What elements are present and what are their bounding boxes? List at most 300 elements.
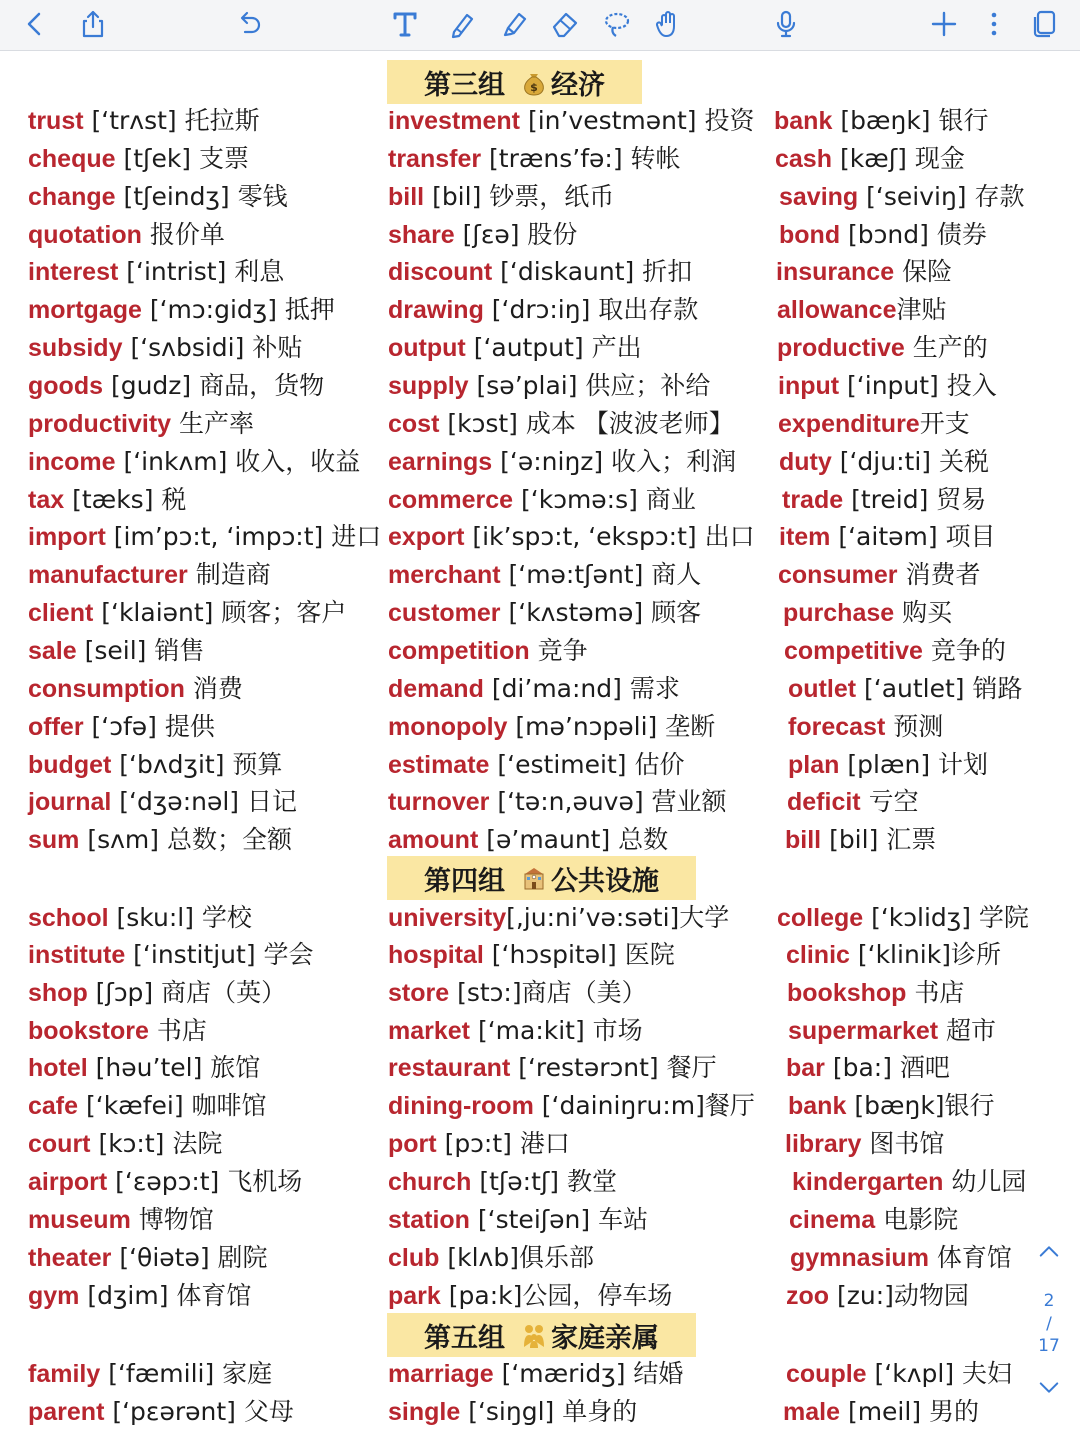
vocab-entry: [775, 141, 965, 177]
definition: [‘siŋgl] 单身的: [468, 1397, 638, 1426]
group-header-family: [387, 1313, 696, 1357]
mic-icon[interactable]: [769, 7, 803, 41]
definition: [‘klaiənt] 顾客；客户: [101, 598, 347, 627]
chevron-down-icon: [1038, 1380, 1060, 1396]
definition: [‘aitəm] 项目: [838, 522, 996, 551]
vocab-entry: [788, 1088, 995, 1124]
vocab-entry: [28, 1394, 294, 1430]
definition: [‘kɔlidʒ] 学院: [871, 903, 1029, 932]
definition: 生产的: [912, 333, 988, 362]
text-tool-icon[interactable]: [388, 7, 422, 41]
definition: [‘trʌst] 托拉斯: [91, 106, 260, 135]
vocab-entry: [782, 482, 986, 518]
vocab-entry: [388, 179, 614, 215]
eraser-icon[interactable]: [548, 7, 582, 41]
pen-icon[interactable]: [445, 7, 479, 41]
english-word: outlet: [788, 675, 857, 703]
top-toolbar: [0, 0, 1080, 51]
vocab-entry: [388, 141, 681, 177]
vocab-entry: [789, 1202, 958, 1238]
english-word: bookstore: [28, 1017, 149, 1045]
vocab-entry: [388, 1088, 755, 1124]
vocab-entry: [788, 1013, 996, 1049]
english-word: single: [388, 1398, 461, 1426]
vocab-entry: [788, 671, 1023, 707]
definition: [‘kɔmə:s] 商业: [521, 485, 696, 514]
document-page[interactable]: [1, 51, 1079, 1440]
english-word: income: [28, 448, 116, 476]
vocab-entry: [388, 482, 696, 518]
definition: [‘ə:niŋz] 收入；利润: [500, 447, 737, 476]
group-label: 第五组: [424, 1322, 505, 1354]
definition: [‘mæridʒ] 结婚: [501, 1359, 684, 1388]
vocab-entry: [388, 406, 734, 442]
definition: [‘input] 投入: [847, 371, 997, 400]
english-word: bond: [779, 221, 841, 249]
group-name: 公共设施: [551, 865, 659, 897]
english-word: earnings: [388, 448, 493, 476]
english-word: duty: [779, 448, 832, 476]
english-word: output: [388, 334, 466, 362]
definition: [bɔnd] 债券: [848, 220, 987, 249]
vocab-entry: [388, 1394, 637, 1430]
english-word: library: [785, 1130, 862, 1158]
english-word: turnover: [388, 788, 490, 816]
vocab-entry: [28, 330, 302, 366]
definition: [ba:] 酒吧: [832, 1053, 950, 1082]
definition: [tʃek] 支票: [123, 144, 249, 173]
definition: [‘dʒə:nəl] 日记: [119, 787, 297, 816]
english-word: productivity: [28, 410, 172, 438]
english-word: shop: [28, 979, 88, 1007]
vocab-entry: [28, 671, 243, 707]
vocab-entry: [777, 900, 1029, 936]
english-word: club: [388, 1244, 440, 1272]
definition: [‘autlet] 销路: [864, 674, 1023, 703]
definition: [‘kʌstəmə] 顾客: [508, 598, 702, 627]
vocab-entry: [783, 595, 952, 631]
definition: [bil] 汇票: [829, 825, 937, 854]
group-header-public-facilities: [387, 856, 696, 900]
vocab-entry: [777, 292, 947, 328]
english-word: sale: [28, 637, 77, 665]
english-word: bar: [786, 1054, 825, 1082]
definition: 消费: [192, 674, 243, 703]
definition: [ə’maunt] 总数: [486, 825, 669, 854]
definition: 超市: [946, 1016, 997, 1045]
vocab-entry: [774, 103, 989, 139]
vocab-entry: [792, 1164, 1026, 1200]
english-word: consumer: [778, 561, 898, 589]
definition: 预测: [893, 712, 944, 741]
english-word: male: [783, 1398, 840, 1426]
vocab-entry: [784, 633, 1006, 669]
definition: 保险: [902, 257, 953, 286]
vocab-entry: [28, 444, 360, 480]
vocab-entry: [28, 1356, 272, 1392]
english-word: consumption: [28, 675, 185, 703]
english-word: supermarket: [788, 1017, 939, 1045]
vocab-entry: [28, 1050, 260, 1086]
english-word: discount: [388, 258, 493, 286]
english-word: bookshop: [787, 979, 907, 1007]
vocab-entry: [388, 1126, 570, 1162]
vocab-entry: [28, 709, 215, 745]
vocab-entry: [788, 709, 943, 745]
english-word: share: [388, 221, 455, 249]
vocab-entry: [388, 217, 577, 253]
english-word: manufacturer: [28, 561, 188, 589]
vocab-entry: [388, 557, 701, 593]
group-label: 第四组: [424, 865, 505, 897]
definition: 竞争的: [930, 636, 1006, 665]
vocab-entry: [788, 747, 988, 783]
definition: [sə’plai] 供应；补给: [476, 371, 711, 400]
english-word: college: [777, 904, 864, 932]
vocab-entry: [28, 633, 204, 669]
vocab-entry: [388, 595, 701, 631]
vocab-entry: [388, 1278, 672, 1314]
english-word: investment: [388, 107, 520, 135]
hand-icon[interactable]: [651, 7, 685, 41]
definition: [kɔ:t] 法院: [98, 1129, 223, 1158]
definition: [meil] 男的: [847, 1397, 980, 1426]
english-word: quotation: [28, 221, 142, 249]
vocab-entry: [388, 368, 710, 404]
english-word: export: [388, 523, 465, 551]
english-word: family: [28, 1360, 101, 1388]
definition: [‘institjut] 学会: [133, 940, 314, 969]
english-word: saving: [779, 183, 859, 211]
vocab-entry: [388, 900, 729, 936]
vocab-entry: [388, 330, 642, 366]
vocab-entry: [388, 784, 727, 820]
english-word: institute: [28, 941, 126, 969]
vocab-entry: [28, 519, 381, 555]
vocab-entry: [388, 633, 588, 669]
definition: [stɔ:]商店（美）: [457, 978, 647, 1007]
definition: [kæʃ] 现金: [839, 144, 965, 173]
english-word: competition: [388, 637, 530, 665]
definition: 幼儿园: [951, 1167, 1027, 1196]
english-word: hospital: [388, 941, 484, 969]
vocab-entry: [776, 254, 952, 290]
definition: [kɔst] 成本 【波波老师】: [447, 409, 734, 438]
vocab-entry: [388, 822, 668, 858]
definition: [mə’nɔpəli] 垄断: [515, 712, 716, 741]
english-word: import: [28, 523, 106, 551]
english-word: cinema: [789, 1206, 876, 1234]
english-word: drawing: [388, 296, 484, 324]
vocab-entry: [388, 1050, 717, 1086]
vocab-entry: [388, 444, 736, 480]
vocab-entry: [28, 217, 225, 253]
english-word: monopoly: [388, 713, 508, 741]
definition: [‘diskaunt] 折扣: [500, 257, 693, 286]
definition: 书店: [914, 978, 965, 1007]
vocab-entry: [28, 595, 346, 631]
definition: 报价单: [149, 220, 225, 249]
english-word: kindergarten: [792, 1168, 944, 1196]
vocab-entry: [388, 1240, 594, 1276]
definition: 亏空: [868, 787, 919, 816]
english-word: church: [388, 1168, 472, 1196]
definition: 津贴: [896, 295, 947, 324]
chevron-left-icon[interactable]: [18, 7, 52, 41]
english-word: journal: [28, 788, 112, 816]
english-word: expenditure: [778, 410, 920, 438]
english-word: forecast: [788, 713, 886, 741]
vocab-entry: [28, 975, 286, 1011]
vocab-entry: [388, 1356, 683, 1392]
vocab-entry: [28, 937, 314, 973]
vocab-entry: [28, 1240, 268, 1276]
vocab-entry: [790, 1240, 1012, 1276]
definition: [‘dju:ti] 关税: [839, 447, 989, 476]
definition: [dʒim] 体育馆: [87, 1281, 252, 1310]
english-word: competitive: [784, 637, 923, 665]
english-word: insurance: [776, 258, 895, 286]
definition: 电影院: [883, 1205, 959, 1234]
lasso-icon[interactable]: [600, 7, 634, 41]
definition: [plæn] 计划: [847, 750, 989, 779]
vocab-entry: [388, 1013, 643, 1049]
english-word: allowance: [777, 296, 897, 324]
english-word: cafe: [28, 1092, 79, 1120]
vocab-entry: [28, 1164, 302, 1200]
definition: 书店: [156, 1016, 207, 1045]
current-page-number: 2: [1043, 1291, 1055, 1311]
english-word: school: [28, 904, 109, 932]
definition: [‘seiviŋ] 存款: [866, 182, 1025, 211]
vocab-entry: [787, 975, 964, 1011]
english-word: gymnasium: [790, 1244, 929, 1272]
english-word: tax: [28, 486, 65, 514]
definition: 体育馆: [936, 1243, 1012, 1272]
definition: [in’vestmənt] 投资: [527, 106, 755, 135]
english-word: market: [388, 1017, 470, 1045]
page-up-button[interactable]: [1029, 1243, 1069, 1263]
english-word: productive: [777, 334, 905, 362]
page-down-button[interactable]: [1029, 1380, 1069, 1400]
vocab-entry: [388, 103, 755, 139]
definition: [‘ɔfə] 提供: [91, 712, 215, 741]
english-word: port: [388, 1130, 437, 1158]
vocab-entry: [779, 179, 1025, 215]
definition: 图书馆: [869, 1129, 945, 1158]
definition: [bil] 钞票，纸币: [432, 182, 615, 211]
english-word: client: [28, 599, 94, 627]
vocab-entry: [785, 1126, 944, 1162]
vocab-entry: [28, 103, 260, 139]
page-separator: /: [1046, 1314, 1052, 1334]
vocab-entry: [786, 1050, 950, 1086]
more-icon[interactable]: [977, 7, 1011, 41]
vocab-entry: [388, 709, 715, 745]
definition: [‘ma:kit] 市场: [477, 1016, 643, 1045]
definition: [tʃeindʒ] 零钱: [123, 182, 288, 211]
definition: [‘sʌbsidi] 补贴: [130, 333, 303, 362]
vocab-entry: [388, 975, 647, 1011]
definition: [zu:]动物园: [837, 1281, 969, 1310]
definition: [træns’fə:] 转帐: [489, 144, 681, 173]
vocab-entry: [388, 1164, 617, 1200]
english-word: dining-room: [388, 1092, 534, 1120]
english-word: amount: [388, 826, 479, 854]
english-word: store: [388, 979, 450, 1007]
definition: [sku:l] 学校: [116, 903, 252, 932]
vocab-entry: [28, 900, 252, 936]
vocab-entry: [28, 406, 254, 442]
english-word: supply: [388, 372, 469, 400]
definition: 竞争: [537, 636, 588, 665]
vocab-entry: [779, 217, 987, 253]
english-word: plan: [788, 751, 840, 779]
english-word: park: [388, 1282, 441, 1310]
english-word: bank: [774, 107, 833, 135]
english-word: commerce: [388, 486, 514, 514]
vocab-entry: [28, 1013, 207, 1049]
undo-icon[interactable]: [232, 7, 266, 41]
pages-icon[interactable]: [1027, 7, 1061, 41]
vocab-entry: [388, 519, 755, 555]
definition: [‘mə:tʃənt] 商人: [508, 560, 702, 589]
english-word: budget: [28, 751, 112, 779]
english-word: subsidy: [28, 334, 123, 362]
highlighter-icon[interactable]: [497, 7, 531, 41]
definition: [gudz] 商品，货物: [110, 371, 325, 400]
english-word: merchant: [388, 561, 501, 589]
vocab-entry: [28, 557, 271, 593]
english-word: airport: [28, 1168, 108, 1196]
vocab-entry: [388, 292, 698, 328]
definition: [‘estimeit] 估价: [497, 750, 685, 779]
vocab-entry: [778, 368, 997, 404]
english-word: university: [388, 904, 507, 932]
definition: 开支: [919, 409, 970, 438]
vocab-entry: [785, 822, 936, 858]
definition: [‘dainiŋru:m]餐厅: [541, 1091, 755, 1120]
english-word: change: [28, 183, 116, 211]
definition: [klʌb]俱乐部: [447, 1243, 594, 1272]
total-page-count: 17: [1038, 1336, 1060, 1356]
vocab-entry: [28, 1126, 222, 1162]
vocab-entry: [388, 671, 680, 707]
definition: [pa:k]公园，停车场: [448, 1281, 673, 1310]
vocab-entry: [28, 179, 288, 215]
english-word: station: [388, 1206, 470, 1234]
definition: [‘kæfei] 咖啡馆: [86, 1091, 267, 1120]
definition: [‘mɔ:gidʒ] 抵押: [149, 295, 335, 324]
vocab-entry: [28, 1202, 214, 1238]
definition: 生产率: [179, 409, 255, 438]
definition: [pɔ:t] 港口: [444, 1129, 570, 1158]
definition: [‘steiʃən] 车站: [477, 1205, 649, 1234]
group-name: 经济: [551, 69, 605, 101]
group-label: 第三组: [424, 69, 505, 101]
english-word: mortgage: [28, 296, 142, 324]
definition: 制造商: [195, 560, 271, 589]
english-word: customer: [388, 599, 501, 627]
english-word: bill: [388, 183, 425, 211]
vocab-entry: [28, 254, 284, 290]
definition: [‘intrist] 利息: [126, 257, 285, 286]
vocab-entry: [787, 784, 919, 820]
vocab-entry: [778, 406, 970, 442]
definition: [‘drɔ:iŋ] 取出存款: [491, 295, 699, 324]
english-word: marriage: [388, 1360, 494, 1388]
english-word: restaurant: [388, 1054, 511, 1082]
definition: [‘kʌpl] 夫妇: [874, 1359, 1013, 1388]
english-word: interest: [28, 258, 119, 286]
english-word: trade: [782, 486, 844, 514]
english-word: cheque: [28, 145, 116, 173]
vocab-entry: [28, 784, 297, 820]
definition: [‘hɔspitəl] 医院: [491, 940, 675, 969]
group-name: 家庭亲属: [551, 1322, 659, 1354]
definition: [‘θiətə] 剧院: [119, 1243, 268, 1272]
english-word: transfer: [388, 145, 482, 173]
definition: [bæŋk]银行: [854, 1091, 995, 1120]
vocab-entry: [28, 141, 249, 177]
vocab-entry: [786, 1278, 969, 1314]
english-word: input: [778, 372, 840, 400]
definition: 博物馆: [138, 1205, 214, 1234]
definition: [tæks] 税: [72, 485, 187, 514]
english-word: bill: [785, 826, 822, 854]
english-word: theater: [28, 1244, 112, 1272]
english-word: hotel: [28, 1054, 88, 1082]
definition: [im’pɔ:t, ‘impɔ:t] 进口: [113, 522, 382, 551]
definition: [‘bʌdʒit] 预算: [119, 750, 283, 779]
chevron-up-icon: [1038, 1243, 1060, 1259]
definition: [‘εəpɔ:t] 飞机场: [115, 1167, 303, 1196]
definition: [seil] 销售: [84, 636, 205, 665]
english-word: offer: [28, 713, 84, 741]
english-word: deficit: [787, 788, 861, 816]
vocab-entry: [786, 1356, 1012, 1392]
definition: [‘restərɔnt] 餐厅: [518, 1053, 717, 1082]
definition: [treid] 贸易: [851, 485, 987, 514]
vocab-entry: [28, 292, 335, 328]
english-word: demand: [388, 675, 484, 703]
english-word: clinic: [786, 941, 850, 969]
vocab-entry: [28, 482, 186, 518]
vocab-entry: [388, 937, 675, 973]
definition: [sʌm] 总数；全额: [87, 825, 292, 854]
share-icon[interactable]: [76, 7, 110, 41]
definition: [di’ma:nd] 需求: [491, 674, 680, 703]
vocab-entry: [388, 254, 692, 290]
vocab-entry: [778, 557, 980, 593]
definition: [ʃɔp] 商店（英）: [95, 978, 287, 1007]
definition: 购买: [902, 598, 953, 627]
vocab-entry: [777, 330, 988, 366]
definition: [ʃεə] 股份: [462, 220, 578, 249]
plus-icon[interactable]: [927, 7, 961, 41]
english-word: cost: [388, 410, 440, 438]
money-bag-icon: [521, 68, 547, 96]
vocab-entry: [28, 368, 324, 404]
vocab-entry: [779, 444, 989, 480]
definition: [‘autput] 产出: [473, 333, 642, 362]
english-word: bank: [788, 1092, 847, 1120]
family-icon: [521, 1321, 547, 1349]
definition: [ik’spɔ:t, ‘ekspɔ:t] 出口: [472, 522, 755, 551]
vocab-entry: [388, 747, 684, 783]
definition: [‘inkʌm] 收入，收益: [123, 447, 361, 476]
vocab-entry: [786, 937, 1001, 973]
